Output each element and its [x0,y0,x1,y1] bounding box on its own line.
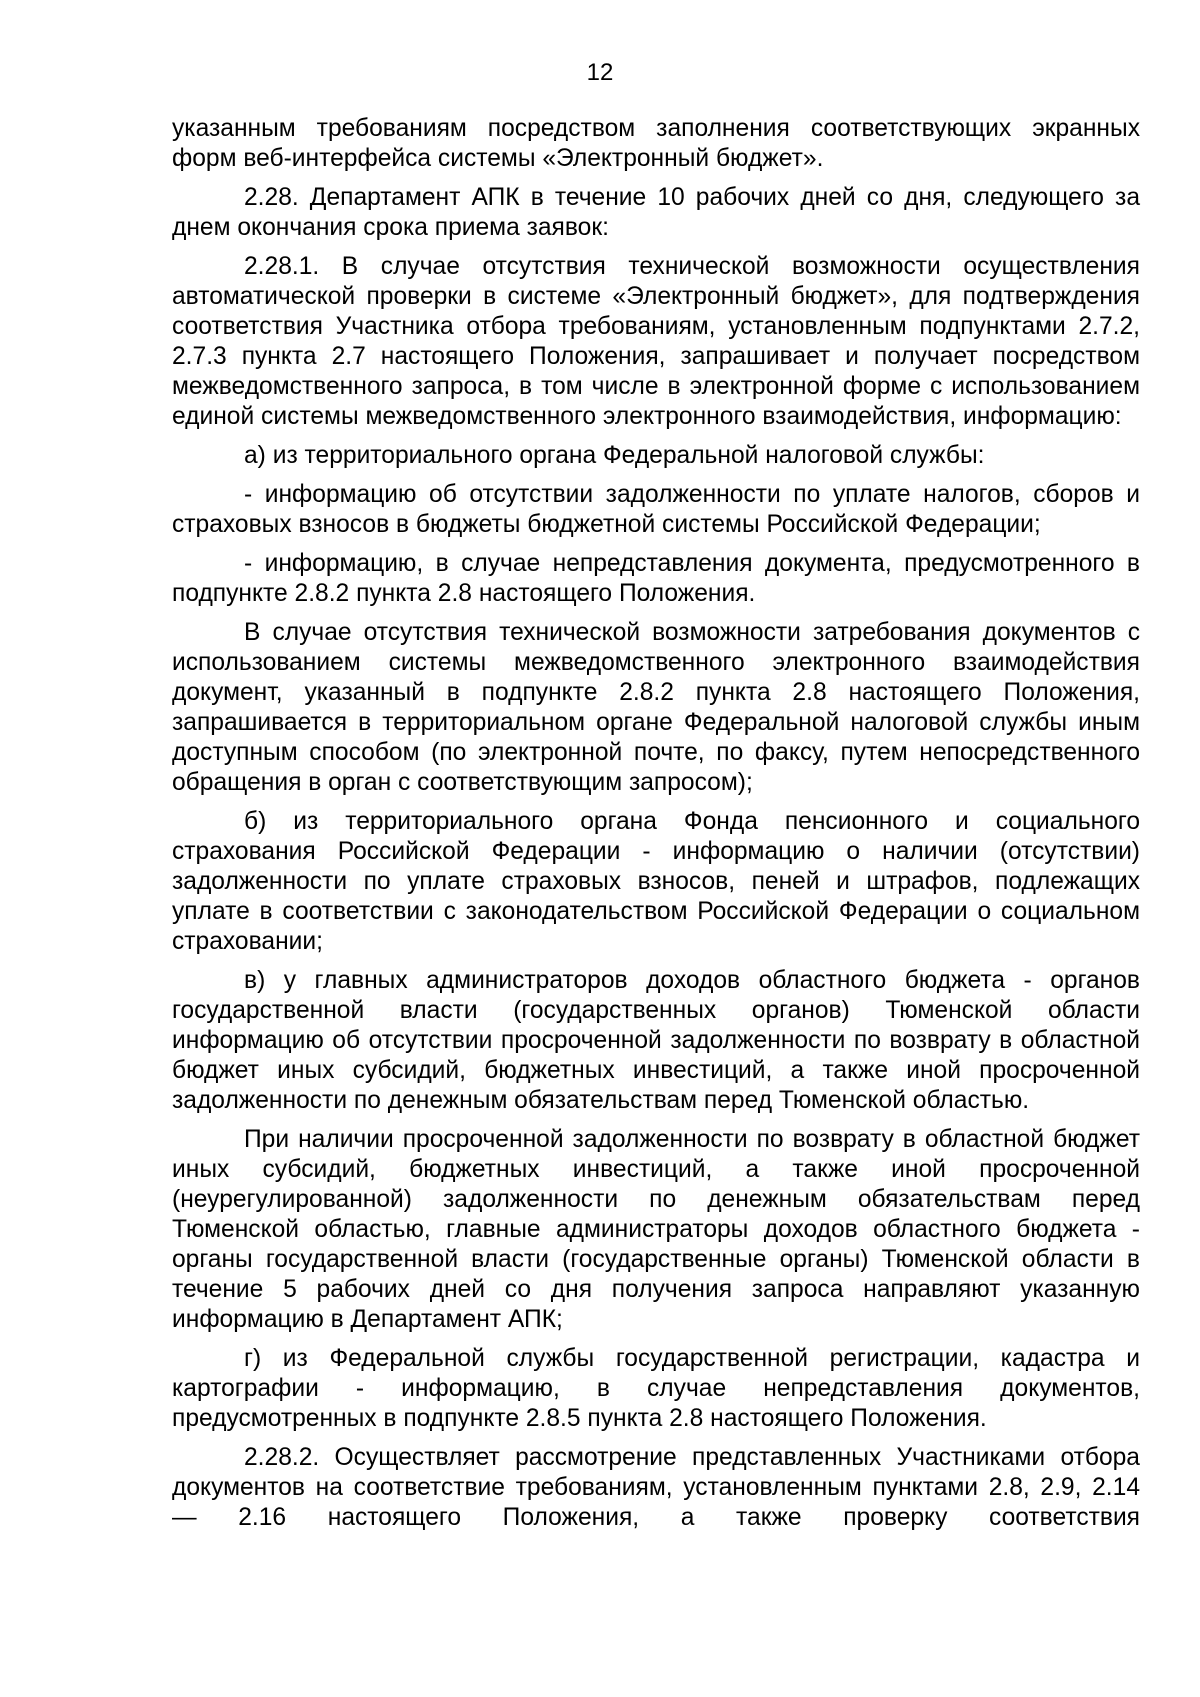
paragraph-item-a-document: - информацию, в случае непредставления документа, предусмотренного в подпункте 2.8.2 пункта 2.8 настоящего Положения. [172,550,1140,607]
paragraph-item-a-tax-debt: - информацию об отсутствии задолженности по уплате налогов, сборов и страховых взносов в бюджеты бюджетной системы Российской Федерации; [172,481,1140,538]
paragraph-2-28: 2.28. Департамент АПК в течение 10 рабочих дней со дня, следующего за днем окончания срока приема заявок: [172,184,1140,241]
paragraph-item-b: б) из территориального органа Фонда пенсионного и социального страхования Российской Федерации - информацию о наличии (отсутствии) задолженности по уплате страховых взносов, пеней и штрафов, подлежащих уплате в соответствии с законодательством Российской Федерации о социальном страховании; [172,808,1140,955]
paragraph-item-a-no-technical-means: В случае отсутствия технической возможности затребования документов с использованием системы межведомственного электронного взаимодействия документ, указанный в подпункте 2.8.2 пункта 2.8 настоящего Положения, запрашивается в территориальном органе Федеральной налоговой службы иным доступным способом (по электронной почте, по факсу, путем непосредственного обращения в орган с соответствующим запросом); [172,619,1140,796]
paragraph-2-28-2: 2.28.2. Осуществляет рассмотрение представленных Участниками отбора документов на соответствие требованиям, установленным пунктами 2.8, 2.9, 2.14 — 2.16 настоящего Положения, а также проверку соответствия [172,1444,1140,1531]
paragraph-item-v-overdue-debt: При наличии просроченной задолженности по возврату в областной бюджет иных субсидий, бюджетных инвестиций, а также иной просроченной (неурегулированной) задолженности по денежным обязательствам перед Тюменской областью, главные администраторы доходов областного бюджета - органы государственной власти (государственные органы) Тюменской области в течение 5 рабочих дней со дня получения запроса направляют указанную информацию в Департамент АПК; [172,1126,1140,1333]
paragraph-item-g: г) из Федеральной службы государственной регистрации, кадастра и картографии - информацию, в случае непредставления документов, предусмотренных в подпункте 2.8.5 пункта 2.8 настоящего Положения. [172,1345,1140,1432]
page-number: 12 [586,59,614,86]
paragraph-item-v: в) у главных администраторов доходов областного бюджета - органов государственной власти (государственных органов) Тюменской области информацию об отсутствии просроченной задолженности по возврату в областной бюджет иных субсидий, бюджетных инвестиций, а также иной просроченной задолженности по денежным обязательствам перед Тюменской областью. [172,967,1140,1114]
paragraph-item-a: а) из территориального органа Федеральной налоговой службы: [244,442,985,469]
paragraph-continuation: указанным требованиям посредством заполнения соответствующих экранных форм веб-интерфейса системы «Электронный бюджет». [172,115,1140,172]
document-body [172,114,1140,1542]
paragraph-2-28-1: 2.28.1. В случае отсутствия технической возможности осуществления автоматической проверки в системе «Электронный бюджет», для подтверждения соответствия Участника отбора требованиям, установленным подпунктами 2.7.2, 2.7.3 пункта 2.7 настоящего Положения, запрашивает и получает посредством межведомственного запроса, в том числе в электронной форме с использованием единой системы межведомственного электронного взаимодействия, информацию: [172,253,1140,430]
